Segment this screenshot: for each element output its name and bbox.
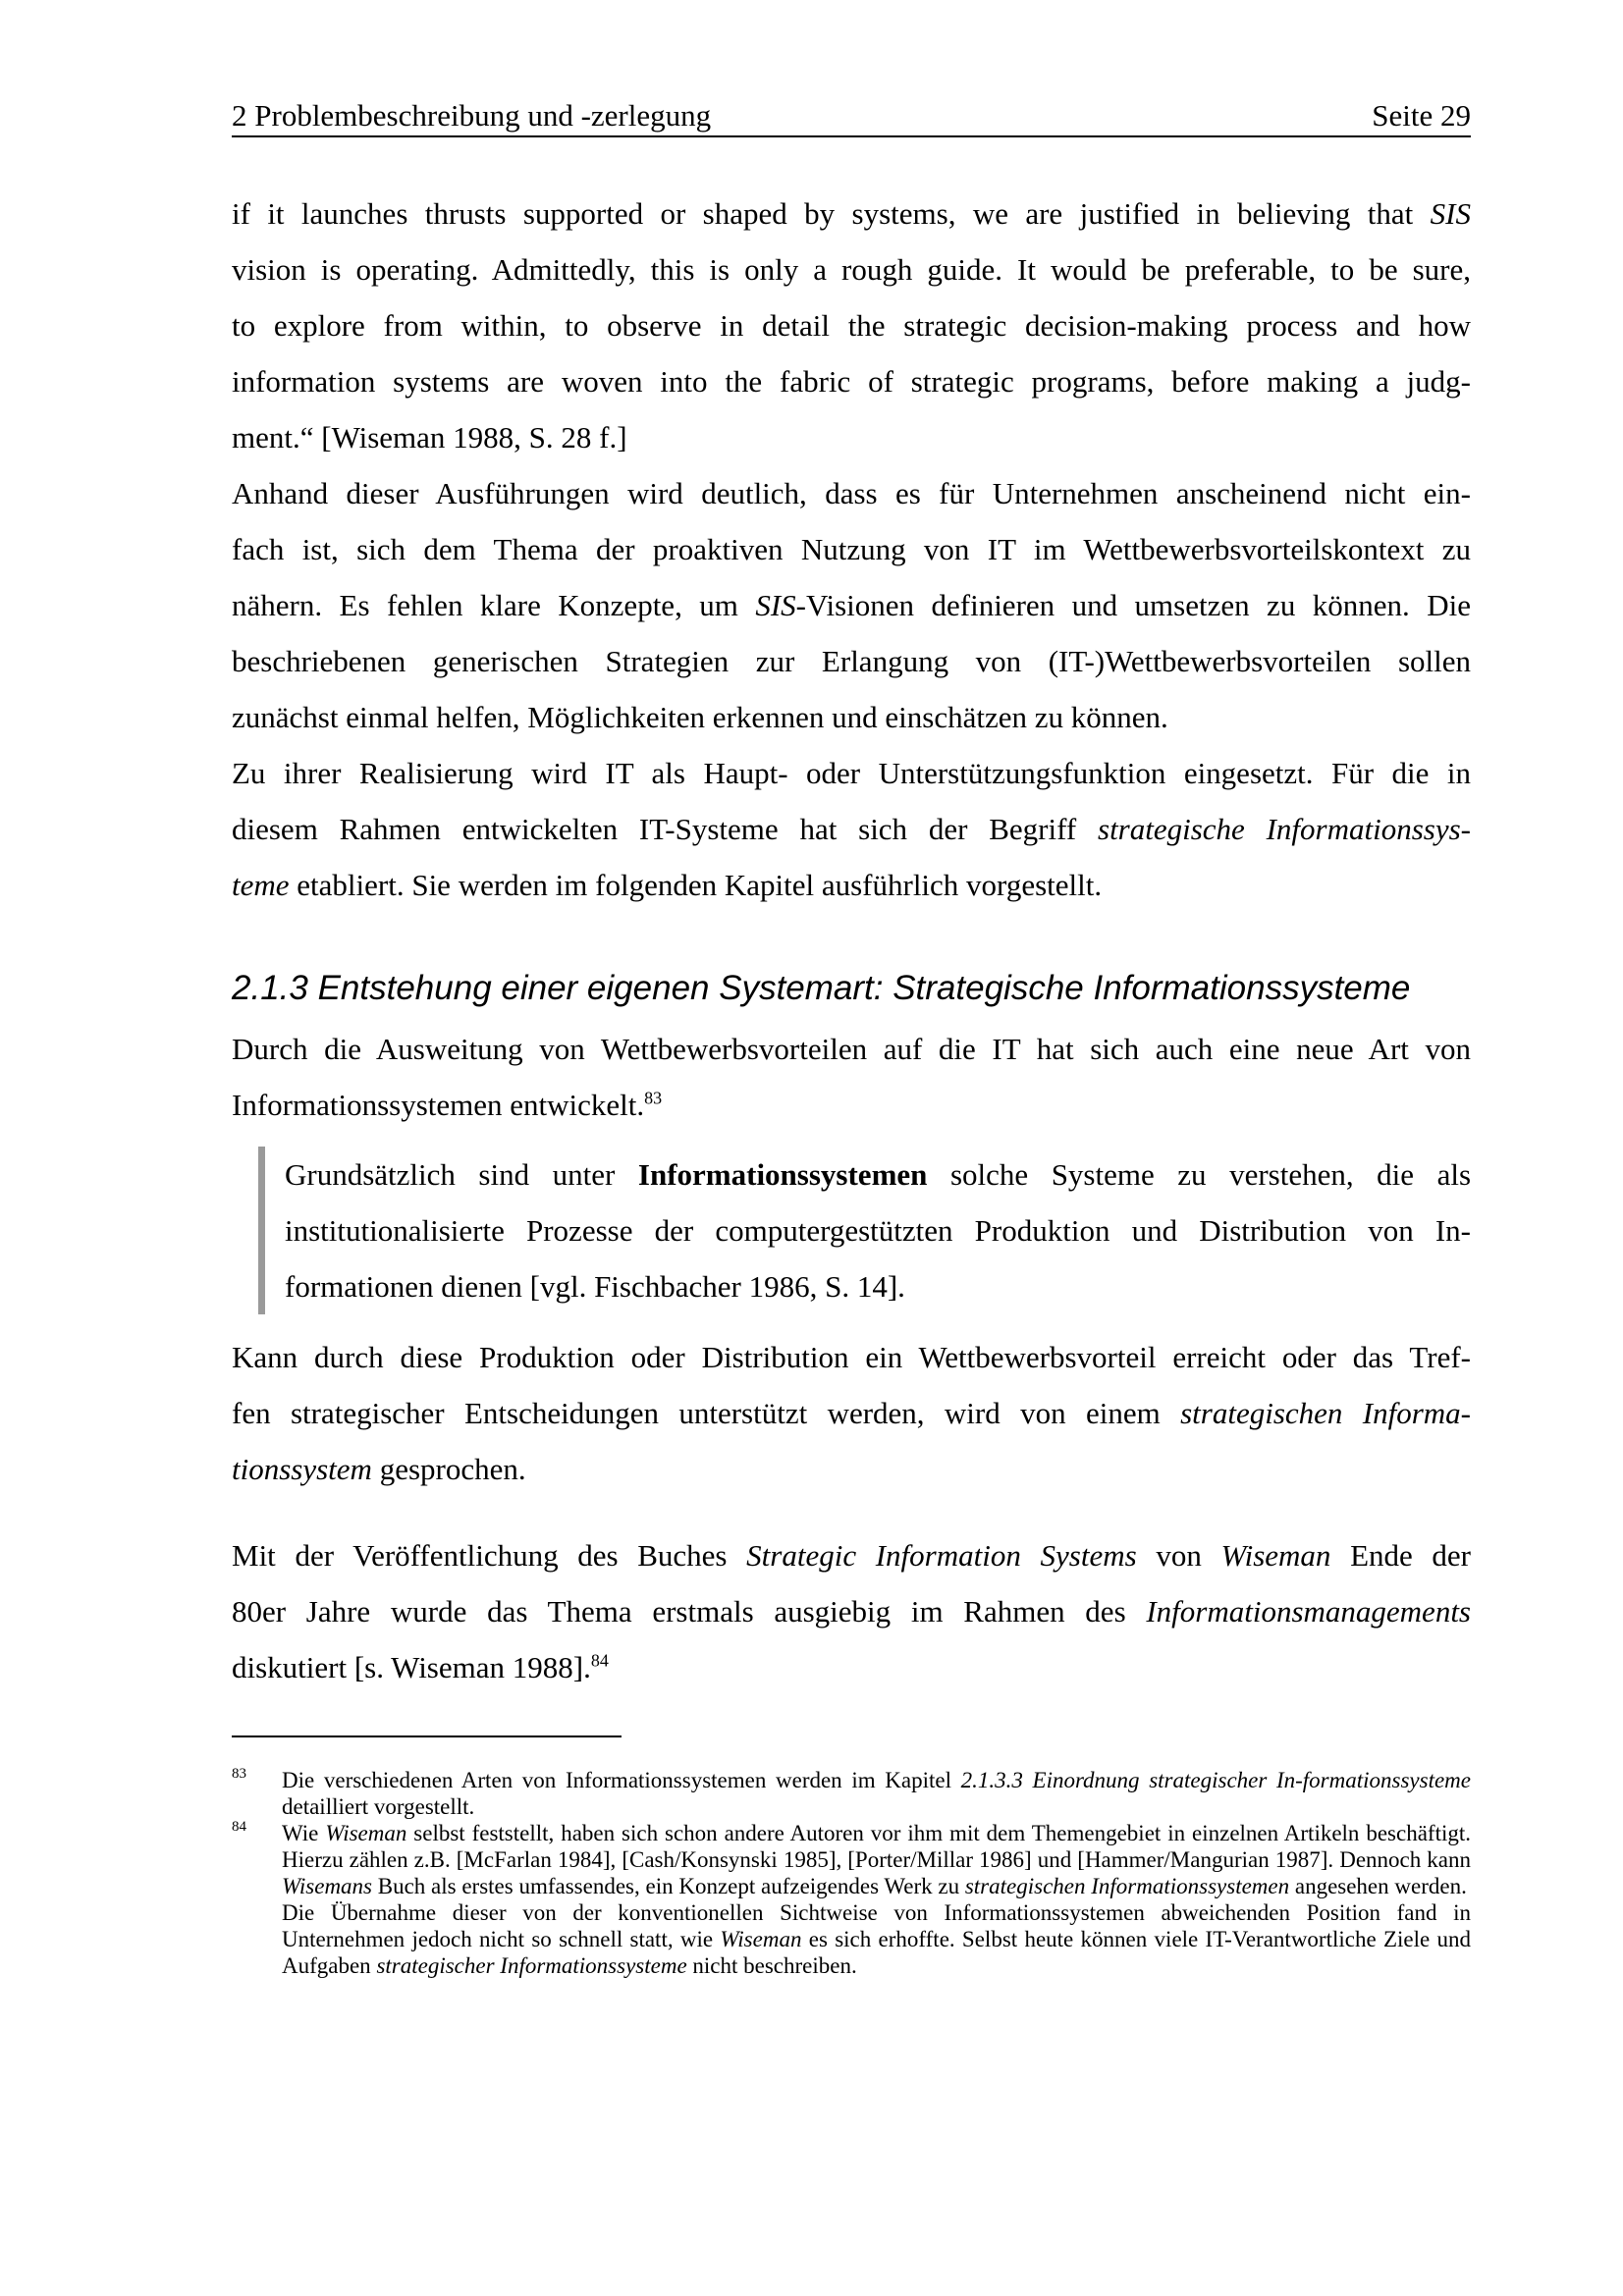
footnote-ref-84[interactable]: 84	[590, 1650, 609, 1671]
footnotes	[232, 1767, 1471, 1979]
paragraph-3: Kann durch diese Produktion oder Distribution ein Wettbewerbsvorteil erreicht oder das Tref- fen strategischer Entscheidungen unterstützt werden, wird von einem strategischen Informa- tionssystem gesprochen.	[232, 1340, 1471, 1486]
running-header	[232, 98, 1471, 137]
section-intro: Durch die Ausweitung von Wettbewerbsvorteilen auf die IT hat sich auch eine neue Art von Informationssystemen entwickelt.$^{83}$	[232, 1032, 1471, 1122]
paragraph-2: Zu ihrer Realisierung wird IT als Haupt- oder Unterstützungsfunktion eingesetzt. Für die in diesem Rahmen entwickelten IT-Systeme hat sich der Begriff strategische Informationssys- teme etabliert. Sie werden im folgenden Kapitel ausführlich vorgestellt.	[232, 756, 1471, 902]
paragraph-1: Anhand dieser Ausführungen wird deutlich, dass es für Unternehmen anscheinend nicht ein- fach ist, sich dem Thema der proaktiven Nutzung von IT im Wettbewerbsvorteilskontext zu nähern. Es fehlen klare Konzepte, um SIS-Visionen definieren und umsetzen zu können. Die beschriebenen generischen Strategien zur Erlangung von (IT-)Wettbewerbsvorteilen sollen zunächst einmal helfen, Möglichkeiten erkennen und einschätzen zu können.	[232, 476, 1471, 734]
quote-continuation: if it launches thrusts supported or shaped by systems, we are justified in believing that SIS vision is operating. Admittedly, this is only a rough guide. It would be preferable, to be sure, to explore from within, to observe in detail the strategic decision-making process and how information systems are woven into the fabric of strategic programs, before making a judg- ment.“ [Wiseman 1988, S. 28 f.]	[232, 196, 1471, 454]
paragraph-4: Mit der Veröffentlichung des Buches Strategic Information Systems von Wiseman Ende der 80er Jahre wurde das Thema erstmals ausgiebig im Rahmen des Informationsmanagements diskutiert [s. Wiseman 1988].$^{84}$	[232, 1538, 1471, 1684]
definition-box: Grundsätzlich sind unter Informationssystemen solche Systeme zu verstehen, die als institutionalisierte Prozesse der computergestützten Produktion und Distribution von In- formationen dienen [vgl. Fischbacher 1986, S. 14].	[258, 1147, 1471, 1314]
chapter-title: 2 Problembeschreibung und -zerlegung	[232, 98, 712, 133]
section-heading: 2.1.3 Entstehung einer eigenen Systemart: Strategische Informationssysteme	[232, 969, 1411, 1007]
footnote-number: 83	[232, 1766, 246, 1782]
footnote-number: 84	[232, 1819, 246, 1835]
page-number: Seite 29	[1372, 98, 1471, 133]
footnote-separator	[232, 1735, 622, 1737]
footnote-84: 84 Wie Wiseman selbst feststellt, haben sich schon andere Autoren vor ihm mit dem Themengebiet in einzelnen Artikeln beschäftigt. Hierzu zählen z.B. [McFarlan 1984], [Cash/Konsynski 1985], [Porter/Millar 1986] und [Hammer/Mangurian 1987]. Dennoch kann Wisemans Buch als erstes umfassendes, ein Konzept aufzeigendes Werk zu strategischen Informationssystemen angesehen werden. Die Übernahme dieser von der konventionellen Sichtweise von Informationssystemen abweichenden Position fand in Unternehmen jedoch nicht so schnell statt, wie Wiseman es sich erhoffte. Selbst heute können viele IT-Verantwortliche Ziele und Aufgaben strategischer Informationssysteme nicht beschreiben.	[232, 1820, 1471, 1979]
footnote-83: 83 Die verschiedenen Arten von Informationssystemen werden im Kapitel 2.1.3.3 Einordnung strategischer In-formationssysteme detailliert vorgestellt.	[232, 1767, 1471, 1820]
footnote-ref-83[interactable]: 83	[644, 1088, 663, 1108]
